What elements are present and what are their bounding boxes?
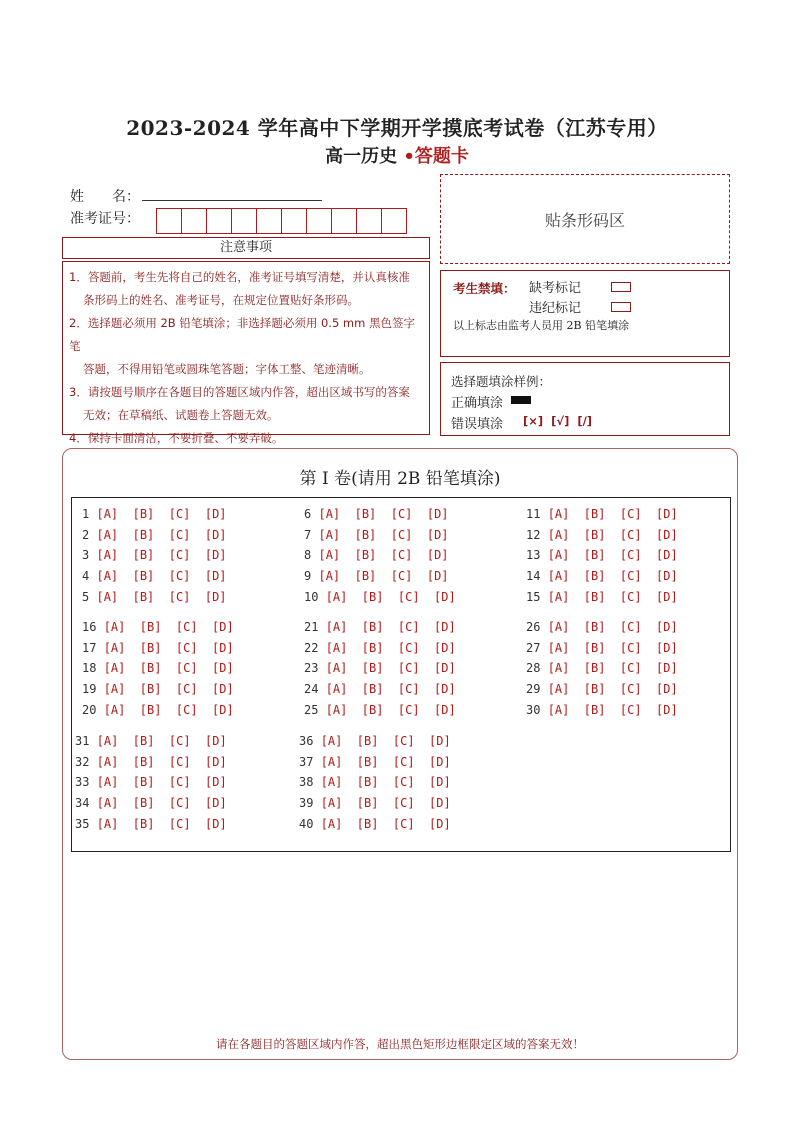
question-5-row[interactable] [82,590,227,604]
answer-options[interactable]: [A] [B] [C] [D] [325,620,456,634]
answer-options[interactable]: [A] [B] [C] [D] [103,640,234,655]
question-number: 19 [82,682,97,697]
answer-options[interactable]: [A] [B] [C] [D] [547,548,678,563]
notice-box [62,261,430,445]
answer-options[interactable]: [A] [B] [C] [D] [96,589,227,604]
question-number: 11 [526,507,541,521]
answer-options[interactable]: [A] [B] [C] [D] [320,816,451,831]
question-36-row[interactable] [299,734,451,748]
status-label: 考生禁填： [453,281,516,296]
answer-options[interactable]: [A] [B] [C] [D] [103,702,234,717]
exam-title: 2023-2024 学年高中下学期开学摸底考试卷（江苏专用） [126,116,668,140]
question-34-row[interactable] [75,796,227,810]
answer-options[interactable]: [A] [B] [C] [D] [103,661,234,676]
question-8-row[interactable] [304,548,449,562]
answer-options[interactable]: [A] [B] [C] [D] [96,548,227,563]
question-number: 37 [299,754,314,769]
answer-options[interactable]: [A] [B] [C] [D] [325,640,456,655]
question-number: 12 [526,527,541,542]
answer-options[interactable]: [A] [B] [C] [D] [547,682,678,697]
question-number: 6 [304,507,312,521]
question-number: 17 [82,640,97,655]
question-26-row[interactable] [526,620,678,634]
answer-options[interactable]: [A] [B] [C] [D] [547,569,678,584]
question-number: 35 [75,816,90,831]
notice-item: 条形码上的姓名、准考证号，在规定位置贴好条形码。 [83,293,359,307]
question-20-row[interactable] [82,703,234,717]
answer-options[interactable]: [A] [B] [C] [D] [547,640,678,655]
answer-options[interactable]: [A] [B] [C] [D] [320,775,451,790]
question-13-row[interactable] [526,548,678,562]
question-number: 22 [304,640,319,655]
answer-options[interactable]: [A] [B] [C] [D] [320,796,451,811]
question-number: 15 [526,589,541,604]
answer-options[interactable]: [A] [B] [C] [D] [547,661,678,676]
question-number: 34 [75,796,90,811]
answer-options[interactable]: [A] [B] [C] [D] [325,661,456,676]
id-digit-box[interactable] [256,208,282,234]
answer-options[interactable]: [A] [B] [C] [D] [318,569,449,584]
name-field[interactable] [142,200,322,201]
notice-item: 3．请按题号顺序在各题目的答题区域内作答，超出区域书写的答案 [69,385,410,399]
absent-mark-label: 缺考标记 [529,281,582,296]
fill-sample-label: 选择题填涂样例： [451,374,552,389]
answer-options[interactable]: [A] [B] [C] [D] [320,754,451,769]
question-number: 1 [82,507,90,521]
answer-options[interactable]: [A] [B] [C] [D] [547,589,678,604]
answer-options[interactable]: [A] [B] [C] [D] [103,682,234,697]
question-6-row[interactable] [304,507,449,521]
question-number: 18 [82,661,97,676]
question-37-row[interactable] [299,755,451,769]
question-number: 9 [304,569,312,584]
question-number: 24 [304,682,319,697]
exam-status-box [440,270,730,357]
question-33-row[interactable] [75,775,227,789]
answer-options[interactable]: [A] [B] [C] [D] [96,754,227,769]
question-number: 2 [82,527,90,542]
id-digit-box[interactable] [331,208,357,234]
question-28-row[interactable] [526,661,678,675]
barcode-area [440,174,730,264]
choice-answer-area [71,497,731,852]
id-digit-box[interactable] [231,208,257,234]
question-10-row[interactable] [304,590,456,604]
violation-mark-label: 违纪标记 [529,301,582,316]
question-16-row[interactable] [82,620,234,634]
question-29-row[interactable] [526,682,678,696]
question-35-row[interactable] [75,817,227,831]
wrong-fill-examples: [×] [√] [/] [523,414,593,428]
question-12-row[interactable] [526,528,678,542]
notice-item: 4．保持卡面清洁，不要折叠、不要弄破。 [69,431,284,445]
notice-item: 1．答题前，考生先将自己的姓名，准考证号填写清楚，并认真核准 [69,270,410,284]
question-17-row[interactable] [82,641,234,655]
id-digit-box[interactable] [356,208,382,234]
status-note: 以上标志由监考人员用 2B 铅笔填涂 [453,319,630,332]
question-number: 13 [526,548,541,563]
answer-options[interactable]: [A] [B] [C] [D] [547,620,678,634]
answer-options[interactable]: [A] [B] [C] [D] [547,527,678,542]
question-14-row[interactable] [526,569,678,583]
question-27-row[interactable] [526,641,678,655]
answer-options[interactable]: [A] [B] [C] [D] [96,734,227,748]
id-digit-box[interactable] [156,208,182,234]
question-number: 4 [82,569,90,584]
answer-options[interactable]: [A] [B] [C] [D] [547,702,678,717]
subject-name: 高一历史 [325,146,398,167]
question-39-row[interactable] [299,796,451,810]
notice-item: 答题，不得用铅笔或圆珠笔答题；字体工整、笔迹清晰。 [83,362,371,376]
question-number: 33 [75,775,90,790]
question-19-row[interactable] [82,682,234,696]
question-23-row[interactable] [304,661,456,675]
answer-options[interactable]: [A] [B] [C] [D] [547,507,678,521]
question-number: 26 [526,620,541,634]
question-11-row[interactable] [526,507,678,521]
answer-options[interactable]: [A] [B] [C] [D] [318,548,449,563]
question-2-row[interactable] [82,528,227,542]
id-digit-box[interactable] [206,208,232,234]
answer-options[interactable]: [A] [B] [C] [D] [325,589,456,604]
question-number: 23 [304,661,319,676]
question-number: 8 [304,548,312,563]
answer-options[interactable]: [A] [B] [C] [D] [96,507,227,521]
question-31-row[interactable] [75,734,227,748]
absent-mark-box[interactable] [611,282,631,292]
answer-options[interactable]: [A] [B] [C] [D] [96,775,227,790]
wrong-fill-label: 错误填涂 [451,417,504,432]
separator-dot: • [403,146,415,167]
question-number: 16 [82,620,97,634]
violation-mark-box[interactable] [611,302,631,312]
question-9-row[interactable] [304,569,449,583]
answer-options[interactable]: [A] [B] [C] [D] [318,527,449,542]
exam-id-boxes[interactable] [157,208,407,234]
fill-sample-box [440,362,730,436]
correct-fill-label: 正确填涂 [451,396,504,411]
card-subtitle [0,142,794,168]
question-number: 5 [82,589,90,604]
answer-options[interactable]: [A] [B] [C] [D] [325,682,456,697]
question-number: 39 [299,796,314,811]
question-3-row[interactable] [82,548,227,562]
notice-item: 无效；在草稿纸、试题卷上答题无效。 [83,408,279,422]
question-4-row[interactable] [82,569,227,583]
question-number: 21 [304,620,319,634]
id-digit-box[interactable] [381,208,407,234]
answer-options[interactable]: [A] [B] [C] [D] [96,569,227,584]
barcode-label: 贴条形码区 [544,210,625,230]
answer-options[interactable]: [A] [B] [C] [D] [96,527,227,542]
question-38-row[interactable] [299,775,451,789]
question-7-row[interactable] [304,528,449,542]
question-18-row[interactable] [82,661,234,675]
question-number: 29 [526,682,541,697]
question-number: 36 [299,734,314,748]
question-21-row[interactable] [304,620,456,634]
question-1-row[interactable] [82,507,227,521]
question-30-row[interactable] [526,703,678,717]
question-number: 32 [75,754,90,769]
correct-fill-example [511,396,531,404]
answer-options[interactable]: [A] [B] [C] [D] [318,507,449,521]
section-one-title: 第 I 卷(请用 2B 铅笔填涂) [299,469,501,489]
question-15-row[interactable] [526,590,678,604]
question-number: 27 [526,640,541,655]
question-25-row[interactable] [304,703,456,717]
question-number: 25 [304,702,319,717]
name-label: 姓 名： [70,189,140,205]
answer-options[interactable]: [A] [B] [C] [D] [96,816,227,831]
id-digit-box[interactable] [306,208,332,234]
answer-options[interactable]: [A] [B] [C] [D] [325,702,456,717]
answer-options[interactable]: [A] [B] [C] [D] [96,796,227,811]
id-digit-box[interactable] [281,208,307,234]
question-number: 40 [299,816,314,831]
question-40-row[interactable] [299,817,451,831]
question-number: 20 [82,702,97,717]
question-number: 14 [526,569,541,584]
footer-warning: 请在各题目的答题区域内作答，超出黑色矩形边框限定区域的答案无效！ [216,1037,584,1051]
notice-item: 2．选择题必须用 2B 铅笔填涂；非选择题必须用 0.5 mm 黑色签字笔 [69,316,415,353]
question-number: 38 [299,775,314,790]
question-22-row[interactable] [304,641,456,655]
answer-options[interactable]: [A] [B] [C] [D] [320,734,451,748]
id-digit-box[interactable] [181,208,207,234]
question-number: 10 [304,589,319,604]
notice-heading: 注意事项 [62,237,430,259]
answer-card-label: 答题卡 [414,146,469,167]
question-32-row[interactable] [75,755,227,769]
exam-id-label: 准考证号： [70,211,140,227]
question-24-row[interactable] [304,682,456,696]
question-number: 28 [526,661,541,676]
question-number: 3 [82,548,90,563]
question-number: 31 [75,734,90,748]
question-number: 30 [526,702,541,717]
question-number: 7 [304,527,312,542]
answer-options[interactable]: [A] [B] [C] [D] [103,620,234,634]
